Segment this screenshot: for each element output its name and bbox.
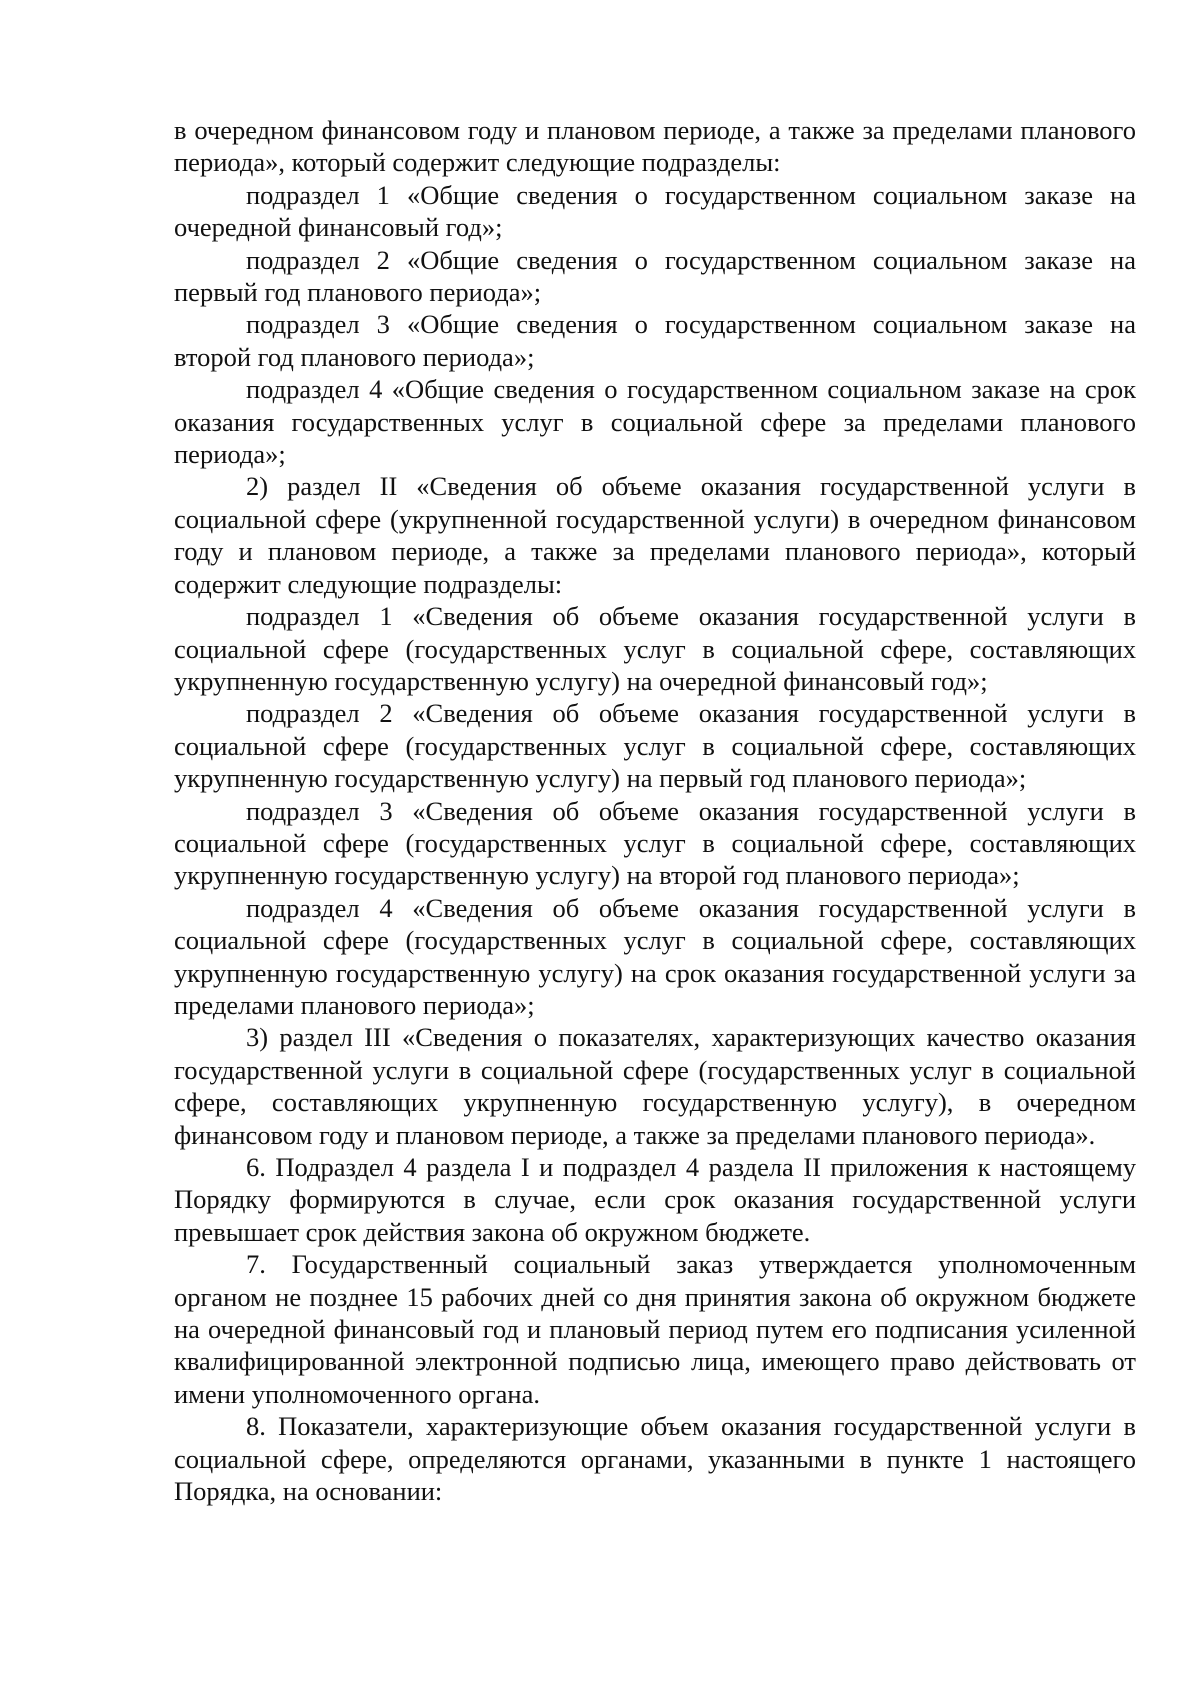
paragraph-item-7: 7. Государственный социальный заказ утверждается уполномоченным органом не позднее 15 рабочих дней со дня принятия закона об окружном бюджете на очередной финансовый год и плановый период путем его подписания усиленной квалифицированной электронной подписью лица, имеющего право действовать от имени уполномоченного органа. bbox=[174, 1249, 1136, 1409]
paragraph-subsection-2-1: подраздел 1 «Сведения об объеме оказания государственной услуги в социальной сфере (государственных услуг в социальной сфере, составляющих укрупненную государственную услугу) на очередной финансовый год»; bbox=[174, 601, 1136, 696]
paragraph-item-6: 6. Подраздел 4 раздела I и подраздел 4 раздела II приложения к настоящему Порядку формируются в случае, если срок оказания государственной услуги превышает срок действия закона об окружном бюджете. bbox=[174, 1152, 1136, 1247]
paragraph-item-8: 8. Показатели, характеризующие объем оказания государственной услуги в социальной сфере, определяются органами, указанными в пункте 1 настоящего Порядка, на основании: bbox=[174, 1411, 1136, 1507]
paragraph-subsection-1-2: подраздел 2 «Общие сведения о государственном социальном заказе на первый год планового периода»; bbox=[174, 244, 1136, 308]
paragraph-subsection-2-2: подраздел 2 «Сведения об объеме оказания государственной услуги в социальной сфере (государственных услуг в социальной сфере, составляющих укрупненную государственную услугу) на первый год планового периода»; bbox=[174, 698, 1136, 794]
paragraph-subsection-1-4: подраздел 4 «Общие сведения о государственном социальном заказе на срок оказания государственных услуг в социальной сфере за пределами планового периода»; bbox=[174, 374, 1136, 470]
paragraph-section-2: 2) раздел II «Сведения об объеме оказания государственной услуги в социальной сфере (укрупненной государственной услуги) в очередном финансовом году и плановом периоде, а также за пределами планового периода», который содержит следующие подразделы: bbox=[174, 471, 1136, 599]
paragraph-subsection-2-3: подраздел 3 «Сведения об объеме оказания государственной услуги в социальной сфере (государственных услуг в социальной сфере, составляющих укрупненную государственную услугу) на второй год планового периода»; bbox=[174, 795, 1136, 891]
paragraph-subsection-1-3: подраздел 3 «Общие сведения о государственном социальном заказе на второй год планового периода»; bbox=[174, 309, 1136, 372]
document-body bbox=[174, 114, 1136, 1507]
paragraph-subsection-1-1: подраздел 1 «Общие сведения о государственном социальном заказе на очередной финансовый год»; bbox=[174, 179, 1136, 243]
paragraph-subsection-2-4: подраздел 4 «Сведения об объеме оказания государственной услуги в социальной сфере (государственных услуг в социальной сфере, составляющих укрупненную государственную услугу) на срок оказания государственной услуги за пределами планового периода»; bbox=[174, 892, 1136, 1020]
paragraph-section-3: 3) раздел III «Сведения о показателях, характеризующих качество оказания государственной услуги в социальной сфере (государственных услуг в социальной сфере, составляющих укрупненную государственную услугу), в очередном финансовом году и плановом периоде, а также за пределами планового периода». bbox=[174, 1022, 1136, 1150]
paragraph-continuation: в очередном финансовом году и плановом периоде, а также за пределами планового периода», который содержит следующие подразделы: bbox=[174, 115, 1136, 178]
